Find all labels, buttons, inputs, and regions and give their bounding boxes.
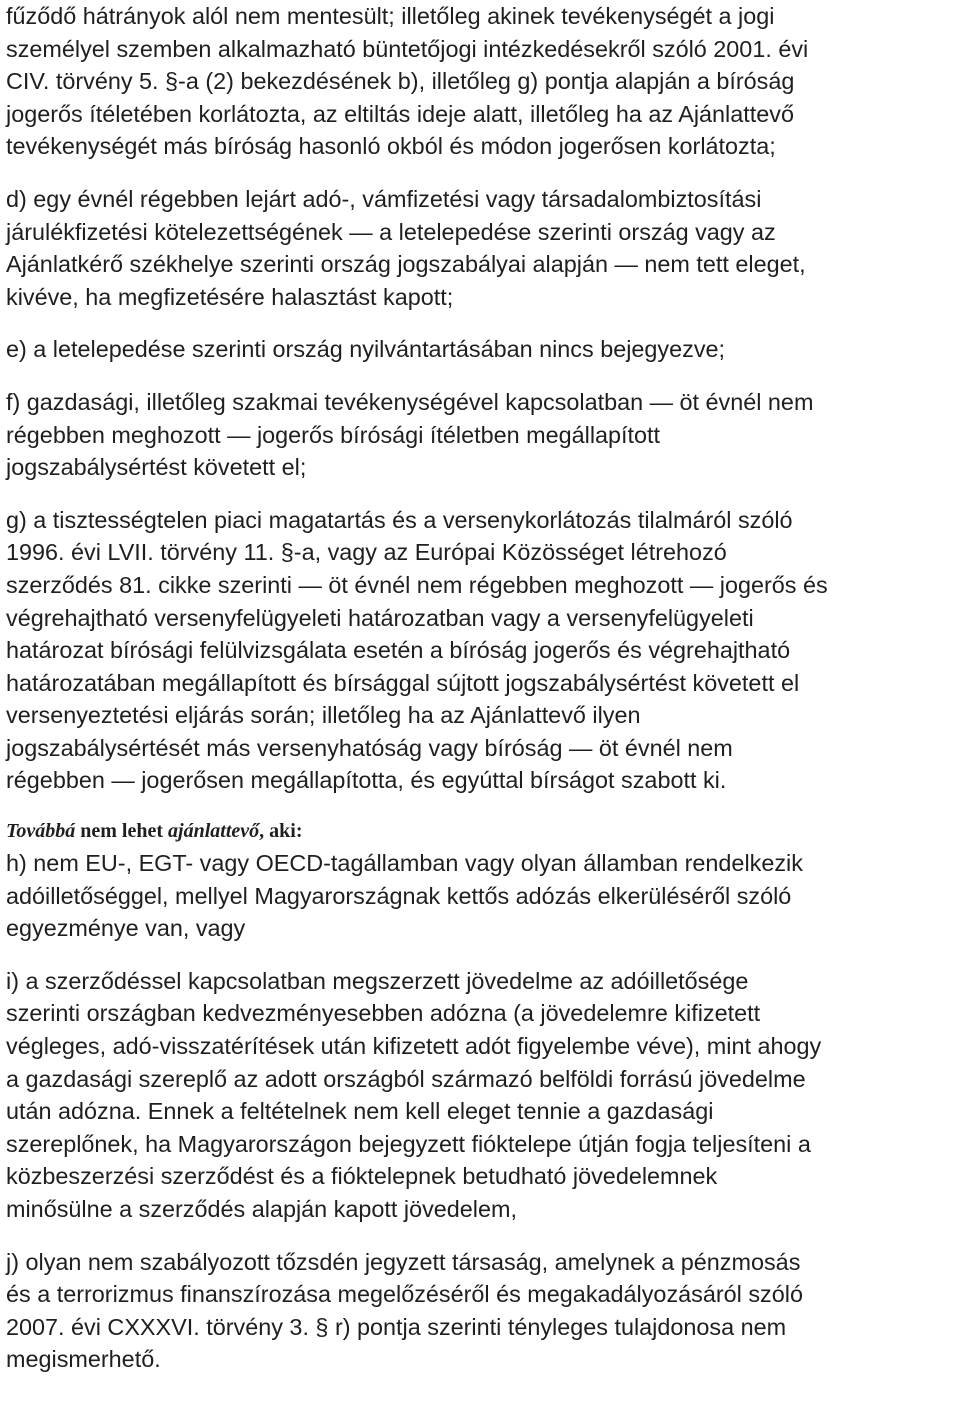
paragraph-item-h: h) nem EU-, EGT- vagy OECD-tagállamban vagy olyan államban rendelkezik adóilletőséggel, mellyel Magyarországnak kettős adózás elkerüléséről szóló egyezménye van, vagy bbox=[6, 850, 803, 942]
paragraph-continuation: fűződő hátrányok alól nem mentesült; illetőleg akinek tevékenységét a jogi személyel szemben alkalmazható büntetőjogi intézkedésekről szóló 2001. évi CIV. törvény 5. §-a (2) bekezdésének b), illetőleg g) pontja alapján a bíróság jogerős ítéletében korlátozta, az eltiltás ideje alatt, illetőleg ha az Ajánlattevő tevékenységét más bíróság hasonló okból és módon jogerősen korlátozta; bbox=[6, 3, 809, 160]
paragraph-item-i: i) a szerződéssel kapcsolatban megszerzett jövedelme az adóilletősége szerinti országban kedvezményesebben adózna (a jövedelemre kifizetett végleges, adó-visszatérítések után kifizetett adót figyelembe véve), mint ahogy a gazdasági szereplő az adott országból származó belföldi forrású jövedelme után adózna. Ennek a feltételnek nem kell eleget tennie a gazdasági szereplőnek, ha Magyarországon bejegyzett fióktelepe útján fogja teljesíteni a közbeszerzési szerződést és a fióktelepnek betudható jövedelemnek minősülne a szerződés alapján kapott jövedelem, bbox=[6, 967, 822, 1222]
section-heading bbox=[6, 817, 954, 845]
heading-part-3: ajánlattevő bbox=[168, 820, 260, 843]
heading-part-1: Továbbá bbox=[6, 820, 76, 843]
paragraph-item-f: f) gazdasági, illetőleg szakmai tevékenységével kapcsolatban ― öt évnél nem régebben meghozott ― jogerős bírósági ítéletben megállapított jogszabálysértést követett el; bbox=[6, 388, 814, 481]
heading-part-2: nem lehet bbox=[75, 820, 169, 843]
paragraph-item-e: e) a letelepedése szerinti ország nyilvántartásában nincs bejegyezve; bbox=[6, 336, 726, 363]
paragraph-item-d: d) egy évnél régebben lejárt adó-, vámfizetési vagy társadalombiztosítási járulékfizetési kötelezettségének ― a letelepedése szerinti ország vagy az Ajánlatkérő székhelye szerinti ország jogszabályai alapján ― nem tett eleget, kivéve, ha megfizetésére halasztást kapott; bbox=[6, 185, 806, 310]
paragraph-item-g: g) a tisztességtelen piaci magatartás és a versenykorlátozás tilalmáról szóló 1996. évi LVII. törvény 11. §-a, vagy az Európai Közösséget létrehozó szerződés 81. cikke szerinti ― öt évnél nem régebben meghozott ― jogerős és végrehajtható versenyfelügyeleti határozatban vagy a versenyfelügyeleti határozat bírósági felülvizsgálata esetén a bíróság jogerős és végrehajtható határozatában megállapított és bírsággal sújtott jogszabálysértést követett el versenyeztetési eljárás során; illetőleg ha az Ajánlattevő ilyen jogszabálysértését más versenyhatóság vagy bíróság ― öt évnél nem régebben ― jogerősen megállapította, és egyúttal bírságot szabott ki. bbox=[6, 506, 828, 794]
document-body bbox=[6, 0, 954, 1376]
heading-part-4: , aki: bbox=[259, 820, 303, 843]
paragraph-item-j: j) olyan nem szabályozott tőzsdén jegyzett társaság, amelynek a pénzmosás és a terrorizmus finanszírozása megelőzéséről és megakadályozásáról szóló 2007. évi CXXXVI. törvény 3. § r) pontja szerinti tényleges tulajdonosa nem megismerhető. bbox=[6, 1248, 803, 1373]
